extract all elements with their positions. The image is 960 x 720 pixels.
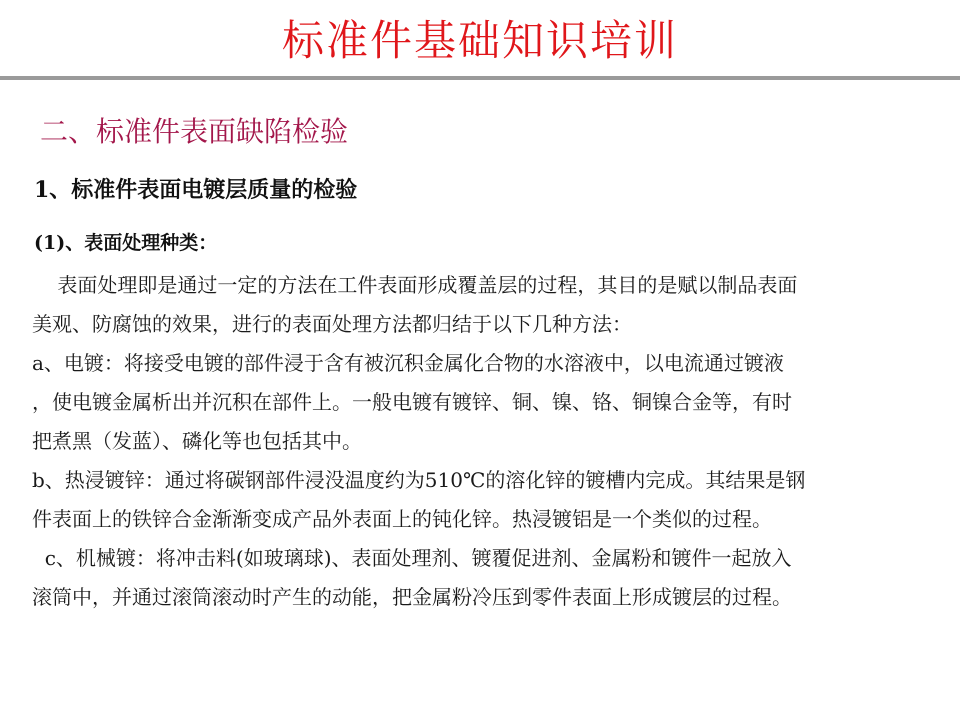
body-line: 把煮黑（发蓝）、磷化等也包括其中。 — [32, 429, 362, 453]
body-line: b、热浸镀锌：通过将碳钢部件浸没温度约为510℃的溶化锌的镀槽内完成。其结果是钢 — [32, 468, 806, 492]
slide-title: 标准件基础知识培训 — [281, 16, 678, 65]
body-line: 件表面上的铁锌合金渐渐变成产品外表面上的钝化锌。热浸镀铝是一个类似的过程。 — [32, 507, 772, 531]
surface-treatment-label: (1)、表面处理种类： — [34, 232, 218, 254]
body-line: c、机械镀：将冲击料(如玻璃球)、表面处理剂、镀覆促进剂、金属粉和镀件一起放入 — [32, 546, 792, 570]
body-text — [32, 266, 944, 617]
subheading: 1、标准件表面电镀层质量的检验 — [34, 177, 358, 203]
title-divider — [0, 76, 960, 80]
body-line: 表面处理即是通过一定的方法在工件表面形成覆盖层的过程，其目的是赋以制品表面 — [32, 273, 798, 297]
body-line: a、电镀：将接受电镀的部件浸于含有被沉积金属化合物的水溶液中，以电流通过镀液 — [32, 351, 784, 375]
body-line: ，使电镀金属析出并沉积在部件上。一般电镀有镀锌、铜、镍、铬、铜镍合金等，有时 — [32, 390, 792, 414]
body-line: 美观、防腐蚀的效果，进行的表面处理方法都归结于以下几种方法： — [32, 312, 632, 336]
body-line: 滚筒中，并通过滚筒滚动时产生的动能，把金属粉冷压到零件表面上形成镀层的过程。 — [32, 585, 792, 609]
section-heading: 二、标准件表面缺陷检验 — [40, 115, 349, 148]
